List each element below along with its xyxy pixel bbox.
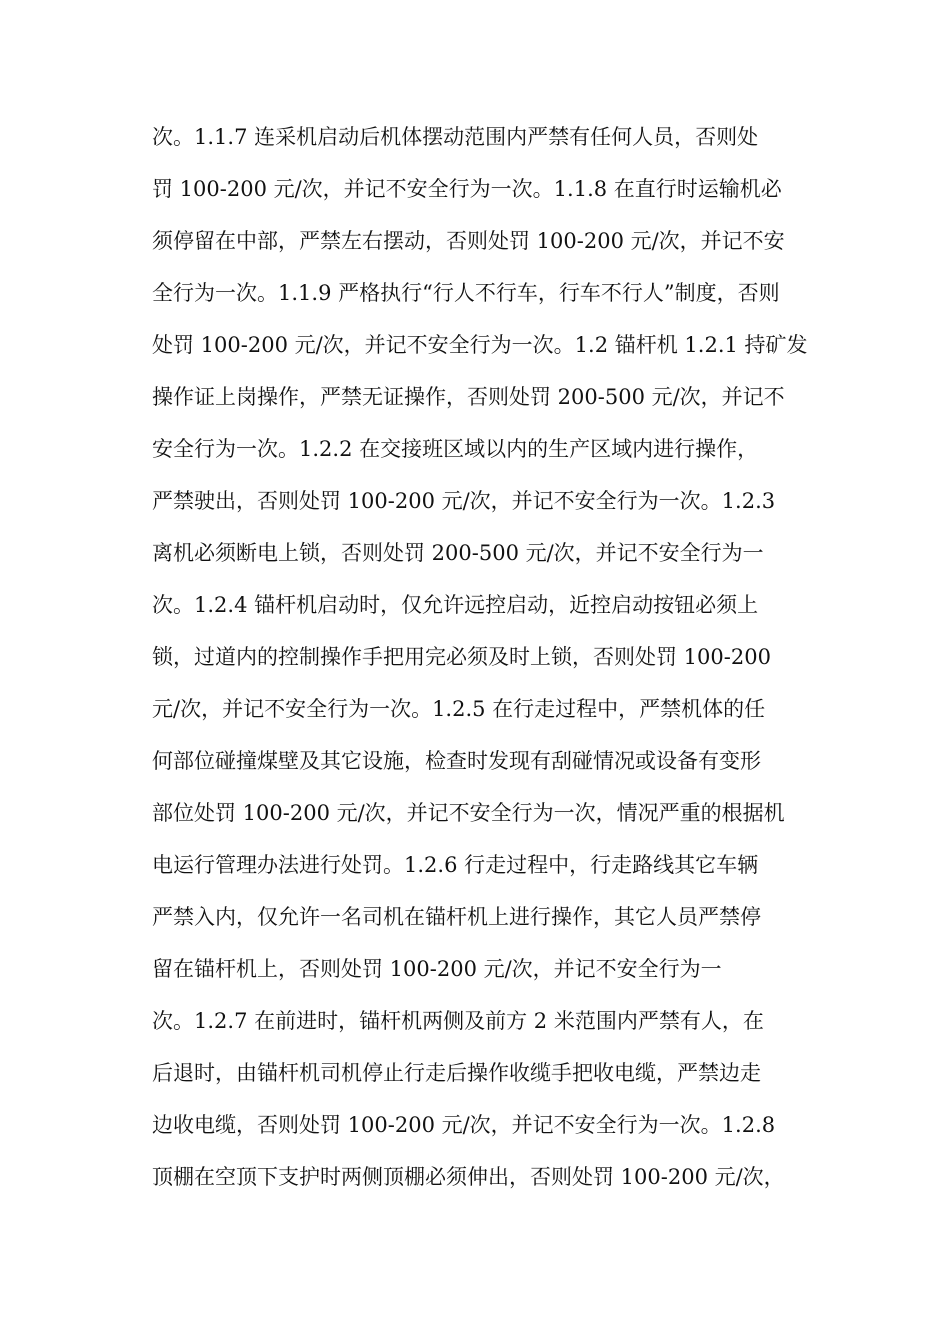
text-line: 顶棚在空顶下支护时两侧顶棚必须伸出，否则处罚 100-200 元/次， — [152, 1165, 785, 1189]
text-line: 元/次，并记不安全行为一次。1.2.5 在行走过程中，严禁机体的任 — [152, 697, 766, 721]
text-line: 操作证上岗操作，严禁无证操作，否则处罚 200-500 元/次，并记不 — [152, 385, 785, 409]
text-line: 处罚 100-200 元/次，并记不安全行为一次。1.2 锚杆机 1.2.1 持矿发 — [152, 333, 808, 357]
text-line: 严禁驶出，否则处罚 100-200 元/次，并记不安全行为一次。1.2.3 — [152, 489, 776, 513]
text-line: 全行为一次。1.1.9 严格执行“行人不行车，行车不行人”制度，否则 — [152, 281, 780, 305]
text-line: 须停留在中部，严禁左右摆动，否则处罚 100-200 元/次，并记不安 — [152, 229, 785, 253]
text-line: 次。1.2.4 锚杆机启动时，仅允许远控启动，近控启动按钮必须上 — [152, 593, 759, 617]
text-line: 电运行管理办法进行处罚。1.2.6 行走过程中，行走路线其它车辆 — [152, 853, 759, 877]
text-line: 严禁入内，仅允许一名司机在锚杆机上进行操作，其它人员严禁停 — [152, 905, 761, 929]
text-line: 次。1.2.7 在前进时，锚杆机两侧及前方 2 米范围内严禁有人，在 — [152, 1009, 764, 1033]
text-line: 罚 100-200 元/次，并记不安全行为一次。1.1.8 在直行时运输机必 — [152, 177, 782, 201]
text-line: 次。1.1.7 连采机启动后机体摆动范围内严禁有任何人员，否则处 — [152, 125, 759, 149]
text-line: 留在锚杆机上，否则处罚 100-200 元/次，并记不安全行为一 — [152, 957, 722, 981]
text-line: 后退时，由锚杆机司机停止行走后操作收缆手把收电缆，严禁边走 — [152, 1061, 761, 1085]
text-line: 锁，过道内的控制操作手把用完必须及时上锁，否则处罚 100-200 — [152, 645, 771, 669]
text-line: 边收电缆，否则处罚 100-200 元/次，并记不安全行为一次。1.2.8 — [152, 1113, 776, 1137]
body-text — [152, 119, 808, 1211]
text-line: 部位处罚 100-200 元/次，并记不安全行为一次，情况严重的根据机 — [152, 801, 785, 825]
text-line: 离机必须断电上锁，否则处罚 200-500 元/次，并记不安全行为一 — [152, 541, 764, 565]
text-line: 安全行为一次。1.2.2 在交接班区域以内的生产区域内进行操作， — [152, 437, 759, 461]
text-line: 何部位碰撞煤壁及其它设施，检查时发现有刮碰情况或设备有变形 — [152, 749, 761, 773]
